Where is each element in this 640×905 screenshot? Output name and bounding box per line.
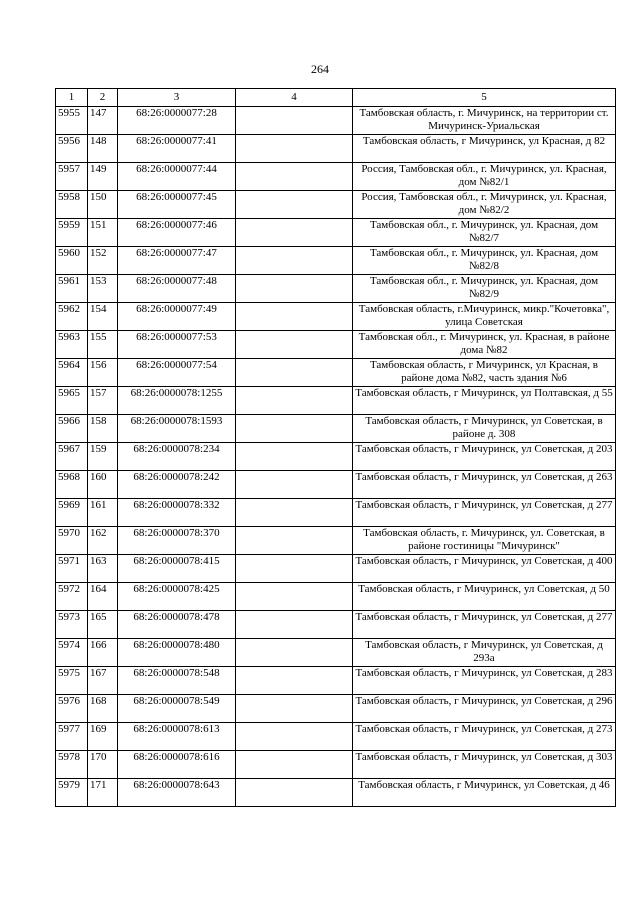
- row-subnumber: 166: [88, 639, 118, 667]
- header-col-2: 2: [88, 89, 118, 107]
- row-subnumber: 165: [88, 611, 118, 639]
- cadastral-number: 68:26:0000078:549: [118, 695, 236, 723]
- table-row: [56, 359, 616, 387]
- address: Тамбовская область, г Мичуринск, ул Советская, д 263: [353, 471, 616, 499]
- row-number: 5977: [56, 723, 88, 751]
- cadastral-number: 68:26:0000078:478: [118, 611, 236, 639]
- table-row: [56, 471, 616, 499]
- row-subnumber: 163: [88, 555, 118, 583]
- address: Тамбовская область, г.Мичуринск, микр."Кочетовка", улица Советская: [353, 303, 616, 331]
- row-subnumber: 159: [88, 443, 118, 471]
- row-subnumber: 160: [88, 471, 118, 499]
- column-4-cell: [236, 303, 353, 331]
- table-row: [56, 191, 616, 219]
- row-subnumber: 150: [88, 191, 118, 219]
- column-4-cell: [236, 219, 353, 247]
- address: Тамбовская область, г Мичуринск, ул Советская, д 277: [353, 611, 616, 639]
- row-subnumber: 158: [88, 415, 118, 443]
- cadastral-number: 68:26:0000078:370: [118, 527, 236, 555]
- column-4-cell: [236, 527, 353, 555]
- cadastral-number: 68:26:0000077:45: [118, 191, 236, 219]
- column-4-cell: [236, 639, 353, 667]
- address: Тамбовская область, г Мичуринск, ул Советская, д 283: [353, 667, 616, 695]
- cadastral-number: 68:26:0000077:44: [118, 163, 236, 191]
- column-4-cell: [236, 359, 353, 387]
- cadastral-number: 68:26:0000078:616: [118, 751, 236, 779]
- address: Тамбовская область, г Мичуринск, ул Красная, д 82: [353, 135, 616, 163]
- row-subnumber: 171: [88, 779, 118, 807]
- register-table: [55, 88, 616, 807]
- row-subnumber: 149: [88, 163, 118, 191]
- row-number: 5979: [56, 779, 88, 807]
- table-row: [56, 275, 616, 303]
- row-number: 5975: [56, 667, 88, 695]
- column-4-cell: [236, 443, 353, 471]
- column-4-cell: [236, 135, 353, 163]
- address: Тамбовская область, г Мичуринск, ул Полтавская, д 55: [353, 387, 616, 415]
- row-subnumber: 170: [88, 751, 118, 779]
- cadastral-number: 68:26:0000078:613: [118, 723, 236, 751]
- table-row: [56, 387, 616, 415]
- table-row: [56, 163, 616, 191]
- table-row: [56, 779, 616, 807]
- table-row: [56, 219, 616, 247]
- cadastral-number: 68:26:0000078:242: [118, 471, 236, 499]
- row-subnumber: 169: [88, 723, 118, 751]
- column-4-cell: [236, 751, 353, 779]
- table-row: [56, 303, 616, 331]
- column-4-cell: [236, 275, 353, 303]
- row-subnumber: 151: [88, 219, 118, 247]
- column-4-cell: [236, 471, 353, 499]
- table-row: [56, 667, 616, 695]
- address: Тамбовская область, г Мичуринск, ул Советская, д 50: [353, 583, 616, 611]
- column-4-cell: [236, 331, 353, 359]
- table-row: [56, 247, 616, 275]
- row-subnumber: 153: [88, 275, 118, 303]
- table-row: [56, 107, 616, 135]
- row-number: 5978: [56, 751, 88, 779]
- column-4-cell: [236, 107, 353, 135]
- header-col-4: 4: [236, 89, 353, 107]
- row-subnumber: 156: [88, 359, 118, 387]
- row-number: 5972: [56, 583, 88, 611]
- row-number: 5969: [56, 499, 88, 527]
- row-number: 5976: [56, 695, 88, 723]
- column-4-cell: [236, 695, 353, 723]
- row-number: 5960: [56, 247, 88, 275]
- header-col-1: 1: [56, 89, 88, 107]
- column-4-cell: [236, 163, 353, 191]
- cadastral-number: 68:26:0000078:548: [118, 667, 236, 695]
- header-col-3: 3: [118, 89, 236, 107]
- row-subnumber: 147: [88, 107, 118, 135]
- cadastral-number: 68:26:0000077:47: [118, 247, 236, 275]
- table-row: [56, 639, 616, 667]
- row-number: 5970: [56, 527, 88, 555]
- row-number: 5957: [56, 163, 88, 191]
- address: Тамбовская область, г Мичуринск, ул Советская, д 273: [353, 723, 616, 751]
- address: Тамбовская область, г. Мичуринск, на территории ст. Мичуринск-Уриальская: [353, 107, 616, 135]
- column-4-cell: [236, 247, 353, 275]
- table-row: [56, 499, 616, 527]
- row-number: 5967: [56, 443, 88, 471]
- address: Тамбовская обл., г. Мичуринск, ул. Красная, в районе дома №82: [353, 331, 616, 359]
- column-4-cell: [236, 779, 353, 807]
- cadastral-number: 68:26:0000078:1593: [118, 415, 236, 443]
- table-row: [56, 555, 616, 583]
- row-number: 5955: [56, 107, 88, 135]
- header-col-5: 5: [353, 89, 616, 107]
- row-subnumber: 161: [88, 499, 118, 527]
- cadastral-number: 68:26:0000078:234: [118, 443, 236, 471]
- page-number: 264: [311, 62, 329, 76]
- row-number: 5959: [56, 219, 88, 247]
- address: Тамбовская область, г. Мичуринск, ул. Советская, в районе гостиницы "Мичуринск": [353, 527, 616, 555]
- cadastral-number: 68:26:0000078:425: [118, 583, 236, 611]
- cadastral-number: 68:26:0000077:53: [118, 331, 236, 359]
- address: Тамбовская область, г Мичуринск, ул Советская, д 203: [353, 443, 616, 471]
- address: Россия, Тамбовская обл., г. Мичуринск, ул. Красная, дом №82/1: [353, 163, 616, 191]
- row-subnumber: 168: [88, 695, 118, 723]
- row-number: 5961: [56, 275, 88, 303]
- address: Тамбовская обл., г. Мичуринск, ул. Красная, дом №82/7: [353, 219, 616, 247]
- table-row: [56, 331, 616, 359]
- row-subnumber: 164: [88, 583, 118, 611]
- address: Тамбовская обл., г. Мичуринск, ул. Красная, дом №82/8: [353, 247, 616, 275]
- row-number: 5965: [56, 387, 88, 415]
- cadastral-number: 68:26:0000078:1255: [118, 387, 236, 415]
- address: Тамбовская область, г Мичуринск, ул Советская, д 303: [353, 751, 616, 779]
- row-number: 5968: [56, 471, 88, 499]
- address: Тамбовская область, г Мичуринск, ул Советская, д 46: [353, 779, 616, 807]
- address: Тамбовская обл., г. Мичуринск, ул. Красная, дом №82/9: [353, 275, 616, 303]
- row-number: 5962: [56, 303, 88, 331]
- table-row: [56, 135, 616, 163]
- address: Россия, Тамбовская обл., г. Мичуринск, ул. Красная, дом №82/2: [353, 191, 616, 219]
- cadastral-number: 68:26:0000078:415: [118, 555, 236, 583]
- address: Тамбовская область, г Мичуринск, ул Красная, в районе дома №82, часть здания №6: [353, 359, 616, 387]
- table-row: [56, 583, 616, 611]
- table-body: [56, 107, 616, 807]
- row-subnumber: 152: [88, 247, 118, 275]
- address: Тамбовская область, г Мичуринск, ул Советская, в районе д. 308: [353, 415, 616, 443]
- row-number: 5973: [56, 611, 88, 639]
- table-row: [56, 751, 616, 779]
- row-subnumber: 155: [88, 331, 118, 359]
- row-subnumber: 157: [88, 387, 118, 415]
- row-number: 5963: [56, 331, 88, 359]
- table-row: [56, 527, 616, 555]
- cadastral-number: 68:26:0000077:46: [118, 219, 236, 247]
- row-subnumber: 154: [88, 303, 118, 331]
- cadastral-number: 68:26:0000078:643: [118, 779, 236, 807]
- address: Тамбовская область, г Мичуринск, ул Советская, д 293а: [353, 639, 616, 667]
- cadastral-number: 68:26:0000077:49: [118, 303, 236, 331]
- column-4-cell: [236, 667, 353, 695]
- column-4-cell: [236, 387, 353, 415]
- header-row: [56, 89, 616, 107]
- cadastral-number: 68:26:0000077:28: [118, 107, 236, 135]
- column-4-cell: [236, 415, 353, 443]
- column-4-cell: [236, 555, 353, 583]
- column-4-cell: [236, 499, 353, 527]
- column-4-cell: [236, 611, 353, 639]
- cadastral-number: 68:26:0000077:41: [118, 135, 236, 163]
- table-row: [56, 443, 616, 471]
- row-subnumber: 167: [88, 667, 118, 695]
- address: Тамбовская область, г Мичуринск, ул Советская, д 296: [353, 695, 616, 723]
- row-number: 5966: [56, 415, 88, 443]
- cadastral-number: 68:26:0000078:480: [118, 639, 236, 667]
- column-4-cell: [236, 583, 353, 611]
- address: Тамбовская область, г Мичуринск, ул Советская, д 400: [353, 555, 616, 583]
- row-subnumber: 162: [88, 527, 118, 555]
- table-row: [56, 723, 616, 751]
- row-number: 5956: [56, 135, 88, 163]
- column-4-cell: [236, 723, 353, 751]
- cadastral-number: 68:26:0000077:48: [118, 275, 236, 303]
- row-number: 5958: [56, 191, 88, 219]
- column-4-cell: [236, 191, 353, 219]
- row-number: 5974: [56, 639, 88, 667]
- table-row: [56, 611, 616, 639]
- row-subnumber: 148: [88, 135, 118, 163]
- table-row: [56, 415, 616, 443]
- row-number: 5971: [56, 555, 88, 583]
- address: Тамбовская область, г Мичуринск, ул Советская, д 277: [353, 499, 616, 527]
- cadastral-number: 68:26:0000078:332: [118, 499, 236, 527]
- table-row: [56, 695, 616, 723]
- row-number: 5964: [56, 359, 88, 387]
- cadastral-number: 68:26:0000077:54: [118, 359, 236, 387]
